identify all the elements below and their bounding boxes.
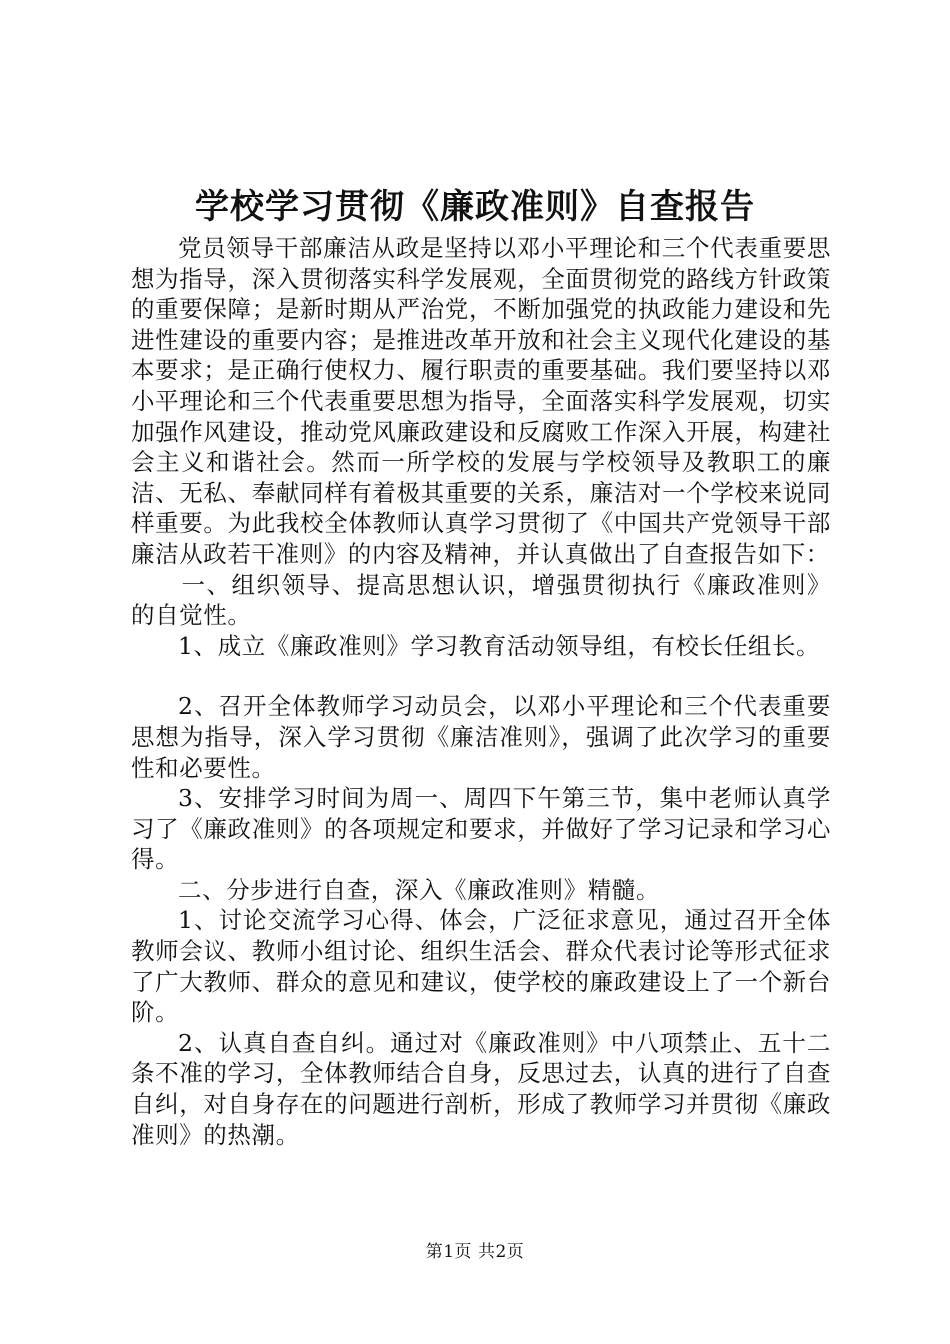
page-number-footer: 第1页 共2页 [425, 1242, 525, 1262]
paragraph-section-2-heading: 二、分步进行自查，深入《廉政准则》精髓。 [178, 875, 660, 904]
paragraph-section-1-heading: 一、组织领导、提高思想认识，增强贯彻执行《廉政准则》的自觉性。 [131, 570, 831, 630]
document-title: 学校学习贯彻《廉政准则》自查报告 [195, 187, 755, 227]
paragraph-section-2-item-1: 1、讨论交流学习心得、体会，广泛征求意见，通过召开全体教师会议、教师小组讨论、组织生活会、群众代表讨论等形式征求了广大教师、群众的意见和建议，使学校的廉政建设上了一个新台阶。 [131, 906, 831, 1027]
paragraph-section-1-item-3: 3、安排学习时间为周一、周四下午第三节，集中老师认真学习了《廉政准则》的各项规定和要求，并做好了学习记录和学习心得。 [131, 784, 831, 874]
paragraph-section-1-item-2: 2、召开全体教师学习动员会，以邓小平理论和三个代表重要思想为指导，深入学习贯彻《廉洁准则》，强调了此次学习的重要性和必要性。 [131, 692, 831, 782]
paragraph-section-2-item-2: 2、认真自查自纠。通过对《廉政准则》中八项禁止、五十二条不准的学习，全体教师结合自身，反思过去，认真的进行了自查自纠，对自身存在的问题进行剖析，形成了教师学习并贯彻《廉政准则》的热潮。 [131, 1028, 831, 1149]
paragraph-section-1-item-1: 1、成立《廉政准则》学习教育活动领导组，有校长任组长。 [178, 631, 821, 660]
paragraph-intro: 党员领导干部廉洁从政是坚持以邓小平理论和三个代表重要思想为指导，深入贯彻落实科学发展观，全面贯彻党的路线方针政策的重要保障；是新时期从严治党，不断加强党的执政能力建设和先进性建设的重要内容；是推进改革开放和社会主义现代化建设的基本要求；是正确行使权力、履行职责的重要基础。我们要坚持以邓小平理论和三个代表重要思想为指导，全面落实科学发展观，切实加强作风建设，推动党风廉政建设和反腐败工作深入开展，构建社会主义和谐社会。然而一所学校的发展与学校领导及教职工的廉洁、无私、奉献同样有着极其重要的关系，廉洁对一个学校来说同样重要。为此我校全体教师认真学习贯彻了《中国共产党领导干部廉洁从政若干准则》的内容及精神，并认真做出了自查报告如下： [131, 234, 831, 568]
document-body [131, 233, 831, 1150]
